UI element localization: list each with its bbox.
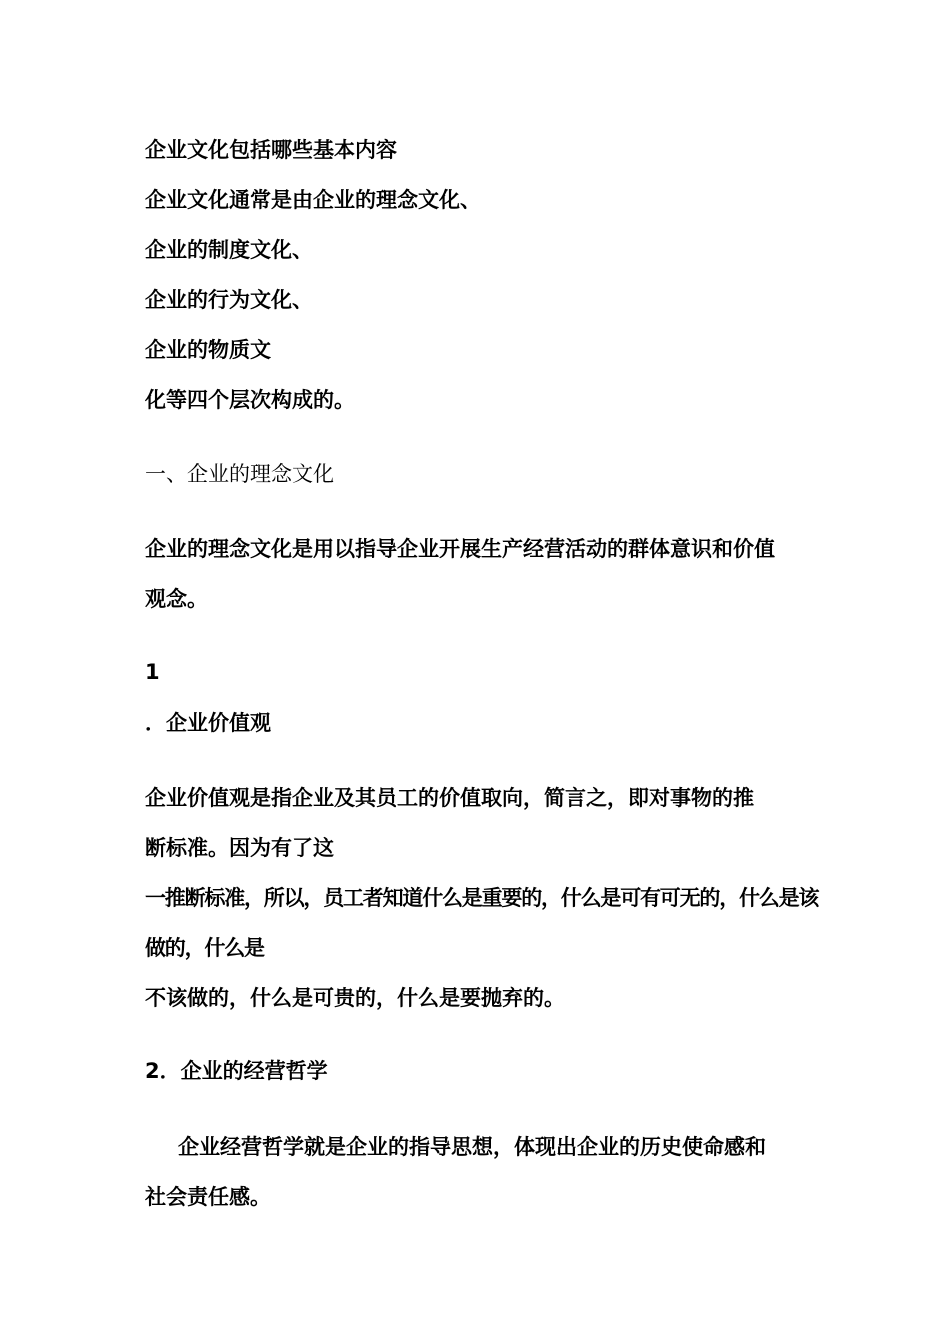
- paragraph-line: 社会责任感。: [145, 1185, 271, 1209]
- paragraph-line: 企业的理念文化是用以指导企业开展生产经营活动的群体意识和价值: [145, 537, 775, 561]
- intro-line: 企业的制度文化、: [145, 238, 313, 262]
- paragraph-line: 不该做的，什么是可贵的，什么是要抛弃的。: [145, 986, 565, 1010]
- document-title: 企业文化包括哪些基本内容: [145, 138, 397, 162]
- intro-line: 企业的行为文化、: [145, 288, 313, 312]
- paragraph-line: 企业经营哲学就是企业的指导思想，体现出企业的历史使命感和: [178, 1135, 766, 1159]
- intro-line: 企业文化通常是由企业的理念文化、: [145, 188, 481, 212]
- item-title: 2．企业的经营哲学: [145, 1059, 328, 1083]
- intro-line: 化等四个层次构成的。: [145, 388, 355, 412]
- section-heading: 一、企业的理念文化: [145, 462, 334, 486]
- paragraph-line: 断标准。因为有了这: [145, 836, 334, 860]
- paragraph-line: 一推断标准，所以，员工者知道什么是重要的，什么是可有可无的，什么是该: [145, 886, 819, 910]
- paragraph-line: 观念。: [145, 587, 208, 611]
- paragraph-line: 做的，什么是: [145, 936, 264, 960]
- item-title: ．企业价值观: [145, 711, 271, 735]
- intro-line: 企业的物质文: [145, 338, 271, 362]
- item-number: 1: [145, 660, 160, 684]
- paragraph-line: 企业价值观是指企业及其员工的价值取向，简言之，即对事物的推: [145, 786, 754, 810]
